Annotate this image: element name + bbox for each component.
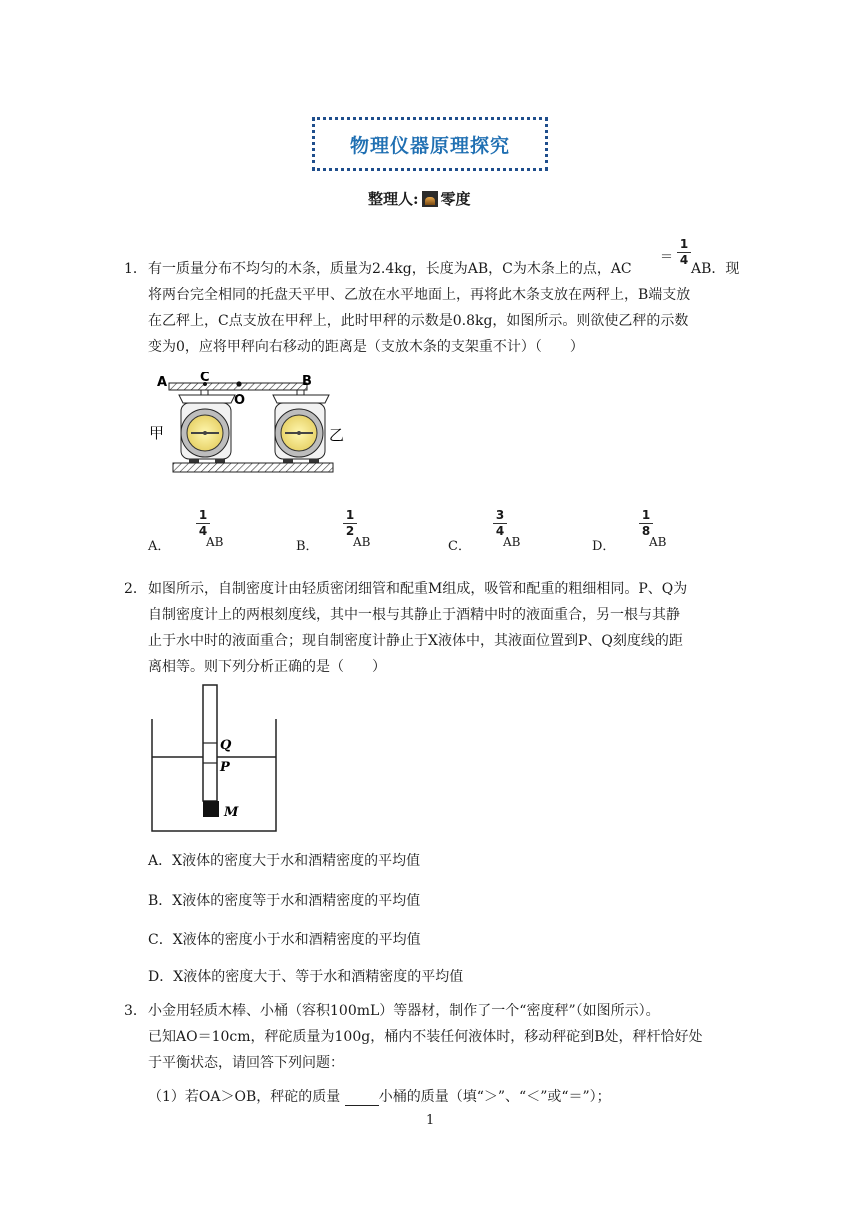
q1-fraction xyxy=(677,238,691,267)
page-title: 物理仪器原理探究 xyxy=(349,134,510,157)
avatar-icon xyxy=(422,191,438,207)
label-yi: 乙 xyxy=(329,426,345,444)
option-letter: A． xyxy=(148,539,171,554)
option-tail: AB xyxy=(649,535,667,549)
option-fraction: 1 4 xyxy=(196,509,210,538)
answer-blank[interactable] xyxy=(345,1091,379,1106)
label-q: Q xyxy=(220,738,232,753)
q2-line3: 止于水中时的液面重合；现自制密度计静止于X液体中，其液面位置到P、Q刻度线的距 xyxy=(148,633,683,649)
q3-number: 3． xyxy=(124,1003,147,1019)
q2-line1: 如图所示，自制密度计由轻质密闭细管和配重M组成，吸管和配重的粗细相同。P、Q为 xyxy=(148,581,688,597)
q1-equals: ＝ xyxy=(660,250,674,265)
label-jia: 甲 xyxy=(149,424,165,442)
q1-line4: 变为0，应将甲秤向右移动的距离是（支放木条的支架重不计）（ ） xyxy=(148,339,584,355)
sub1-suffix: 小桶的质量（填“＞”、“＜”或“＝”）； xyxy=(378,1089,611,1105)
q2-line2: 自制密度计上的两根刻度线，其中一根与其静止于酒精中时的液面重合，另一根与其静 xyxy=(148,607,680,623)
sub1-prefix: （1）若OA＞OB，秤砣的质量 xyxy=(148,1089,345,1105)
q1-line1-tail: AB．现 xyxy=(691,261,740,277)
compiler-prefix: 整理人: xyxy=(368,190,419,208)
page-number: 1 xyxy=(426,1113,435,1128)
point-o xyxy=(236,381,241,386)
label-c: C xyxy=(200,372,210,385)
q1-line2: 将两台完全相同的托盘天平甲、乙放在水平地面上，再将此木条支放在两秤上，B端支放 xyxy=(148,287,691,303)
q3-line2: 已知AO＝10cm，秤砣质量为100g，桶内不装任何液体时，移动秤砣到B处，秤杆恰好处 xyxy=(148,1029,703,1045)
q1-line3: 在乙秤上，C点支放在甲秤上，此时甲秤的示数是0.8kg，如图所示。则欲使乙秤的示数 xyxy=(148,313,689,329)
fraction-denominator: 4 xyxy=(679,253,689,267)
q1-line1: 有一质量分布不均匀的木条，质量为2.4kg，长度为AB，C为木条上的点，AC xyxy=(148,261,632,277)
q2-choice-b[interactable]: B．X液体的密度等于水和酒精密度的平均值 xyxy=(148,893,421,909)
compiler-name: 零度 xyxy=(440,190,471,208)
q1-number: 1． xyxy=(124,261,147,277)
option-tail: AB xyxy=(206,535,224,549)
q2-choice-c[interactable]: C．X液体的密度小于水和酒精密度的平均值 xyxy=(148,932,421,948)
option-tail: AB xyxy=(503,535,521,549)
fraction-numerator: 1 xyxy=(679,237,689,251)
densimeter-figure xyxy=(150,683,280,833)
option-fraction: 3 4 xyxy=(493,509,507,538)
option-letter: D． xyxy=(592,539,616,554)
weight-m xyxy=(203,801,219,817)
option-fraction: 1 8 xyxy=(639,509,653,538)
title-box xyxy=(312,117,548,171)
label-b: B xyxy=(302,374,312,389)
q3-subquestion-1 xyxy=(148,1086,611,1106)
q2-choice-a[interactable]: A．X液体的密度大于水和酒精密度的平均值 xyxy=(148,853,421,869)
option-letter: B． xyxy=(296,539,319,554)
scales-figure xyxy=(145,372,345,482)
label-m: M xyxy=(224,805,239,820)
label-a: A xyxy=(157,375,168,390)
option-fraction: 1 2 xyxy=(343,509,357,538)
q2-line4: 离相等。则下列分析正确的是（ ） xyxy=(148,659,386,675)
q3-line1: 小金用轻质木棒、小桶（容积100mL）等器材，制作了一个“密度秤”（如图所示）。 xyxy=(148,1003,660,1019)
option-tail: AB xyxy=(353,535,371,549)
option-letter: C． xyxy=(448,539,471,554)
label-p: P xyxy=(220,760,230,775)
q2-number: 2． xyxy=(124,581,147,597)
compiler-line xyxy=(368,188,471,209)
ground xyxy=(173,463,333,472)
q2-choice-d[interactable]: D．X液体的密度大于、等于水和酒精密度的平均值 xyxy=(148,969,464,985)
q3-line3: 于平衡状态，请回答下列问题： xyxy=(148,1055,344,1071)
label-o: O xyxy=(234,393,246,408)
